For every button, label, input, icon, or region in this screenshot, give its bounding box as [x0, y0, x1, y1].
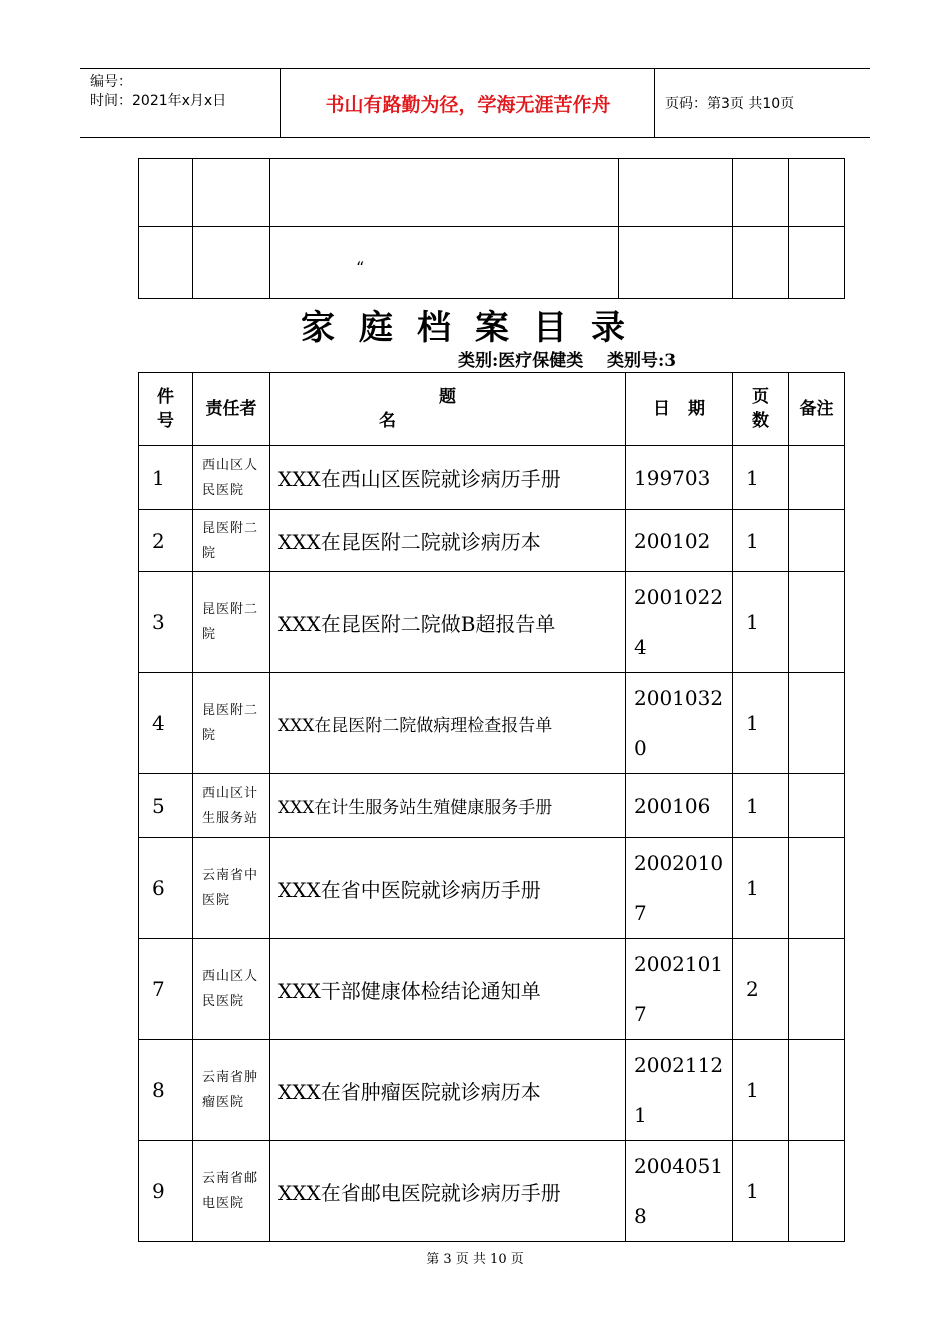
header-page-label: 页码：第3页 共10页	[665, 96, 795, 112]
cell-title: XXX在昆医附二院做B超报告单	[270, 572, 626, 673]
table-row	[139, 1040, 845, 1141]
cell-no: 6	[139, 838, 193, 939]
cell-responsible: 云南省中医院	[193, 838, 270, 939]
cell-title: XXX干部健康体检结论通知单	[270, 939, 626, 1040]
table-row	[139, 227, 845, 299]
cell-note	[789, 838, 845, 939]
table-row	[139, 774, 845, 838]
cell-note	[789, 1040, 845, 1141]
cell-note	[789, 673, 845, 774]
cell-date: 20010320	[626, 673, 733, 774]
cell-date: 20020107	[626, 838, 733, 939]
previous-table-fragment	[138, 158, 845, 299]
cell-no: 5	[139, 774, 193, 838]
cell-title: XXX在昆医附二院就诊病历本	[270, 510, 626, 572]
table-row	[139, 939, 845, 1040]
number-label: 编号：	[90, 74, 132, 90]
cell-no: 3	[139, 572, 193, 673]
cell-responsible: 西山区计生服务站	[193, 774, 270, 838]
cell-pages: 2	[733, 939, 789, 1040]
cell-note	[789, 446, 845, 510]
cell-title: XXX在昆医附二院做病理检查报告单	[270, 673, 626, 774]
category-subtitle: 类别:医疗保健类 类别号:3	[458, 351, 677, 371]
table-row	[139, 1141, 845, 1242]
header-motto: 书山有路勤为径，学海无涯苦作舟	[282, 69, 655, 137]
cell-title: XXX在西山区医院就诊病历手册	[270, 446, 626, 510]
table-row	[139, 159, 845, 227]
cell-responsible: 云南省肿瘤医院	[193, 1040, 270, 1141]
header-title: 题名	[270, 373, 626, 446]
cell-pages: 1	[733, 572, 789, 673]
header-no: 件号	[139, 373, 193, 446]
header-pages: 页数	[733, 373, 789, 446]
cell-pages: 1	[733, 1141, 789, 1242]
header-note: 备注	[789, 373, 845, 446]
cell-pages: 1	[733, 446, 789, 510]
cell-pages: 1	[733, 838, 789, 939]
cell-title: XXX在省中医院就诊病历手册	[270, 838, 626, 939]
header-responsible: 责任者	[193, 373, 270, 446]
cell-title: XXX在计生服务站生殖健康服务手册	[270, 774, 626, 838]
table-row	[139, 838, 845, 939]
cell-note	[789, 572, 845, 673]
cell-date: 20021017	[626, 939, 733, 1040]
cell-date: 20021121	[626, 1040, 733, 1141]
page-footer: 第 3 页 共 10 页	[426, 1252, 524, 1267]
header-date: 日期	[626, 373, 733, 446]
cell-no: 4	[139, 673, 193, 774]
cell-responsible: 云南省邮电医院	[193, 1141, 270, 1242]
page-header	[80, 68, 870, 138]
table-row	[139, 510, 845, 572]
cell-responsible: 昆医附二院	[193, 510, 270, 572]
cell-responsible: 西山区人民医院	[193, 446, 270, 510]
table-header-row	[139, 373, 845, 446]
cell-title: XXX在省邮电医院就诊病历手册	[270, 1141, 626, 1242]
cell-note	[789, 510, 845, 572]
cell-date: 199703	[626, 446, 733, 510]
cell-date: 200102	[626, 510, 733, 572]
page-title: 家庭档案目录	[301, 308, 649, 348]
cell-date: 200106	[626, 774, 733, 838]
table-row	[139, 446, 845, 510]
cell-no: 7	[139, 939, 193, 1040]
cell-no: 9	[139, 1141, 193, 1242]
cell-pages: 1	[733, 673, 789, 774]
cell-pages: 1	[733, 1040, 789, 1141]
cell-no: 8	[139, 1040, 193, 1141]
cell-no: 2	[139, 510, 193, 572]
table-row	[139, 673, 845, 774]
table-row	[139, 572, 845, 673]
cell-date: 20010224	[626, 572, 733, 673]
cell-pages: 1	[733, 510, 789, 572]
cell-note	[789, 774, 845, 838]
cell-note	[789, 1141, 845, 1242]
cell-note	[789, 939, 845, 1040]
quote-mark: “	[356, 258, 365, 277]
cell-title: XXX在省肿瘤医院就诊病历本	[270, 1040, 626, 1141]
cell-responsible: 西山区人民医院	[193, 939, 270, 1040]
cell-no: 1	[139, 446, 193, 510]
catalogue-table	[138, 372, 845, 1242]
header-meta	[80, 69, 281, 137]
time-label: 时间：2021年x月x日	[90, 93, 227, 109]
cell-responsible: 昆医附二院	[193, 572, 270, 673]
cell-pages: 1	[733, 774, 789, 838]
cell-date: 20040518	[626, 1141, 733, 1242]
cell-responsible: 昆医附二院	[193, 673, 270, 774]
